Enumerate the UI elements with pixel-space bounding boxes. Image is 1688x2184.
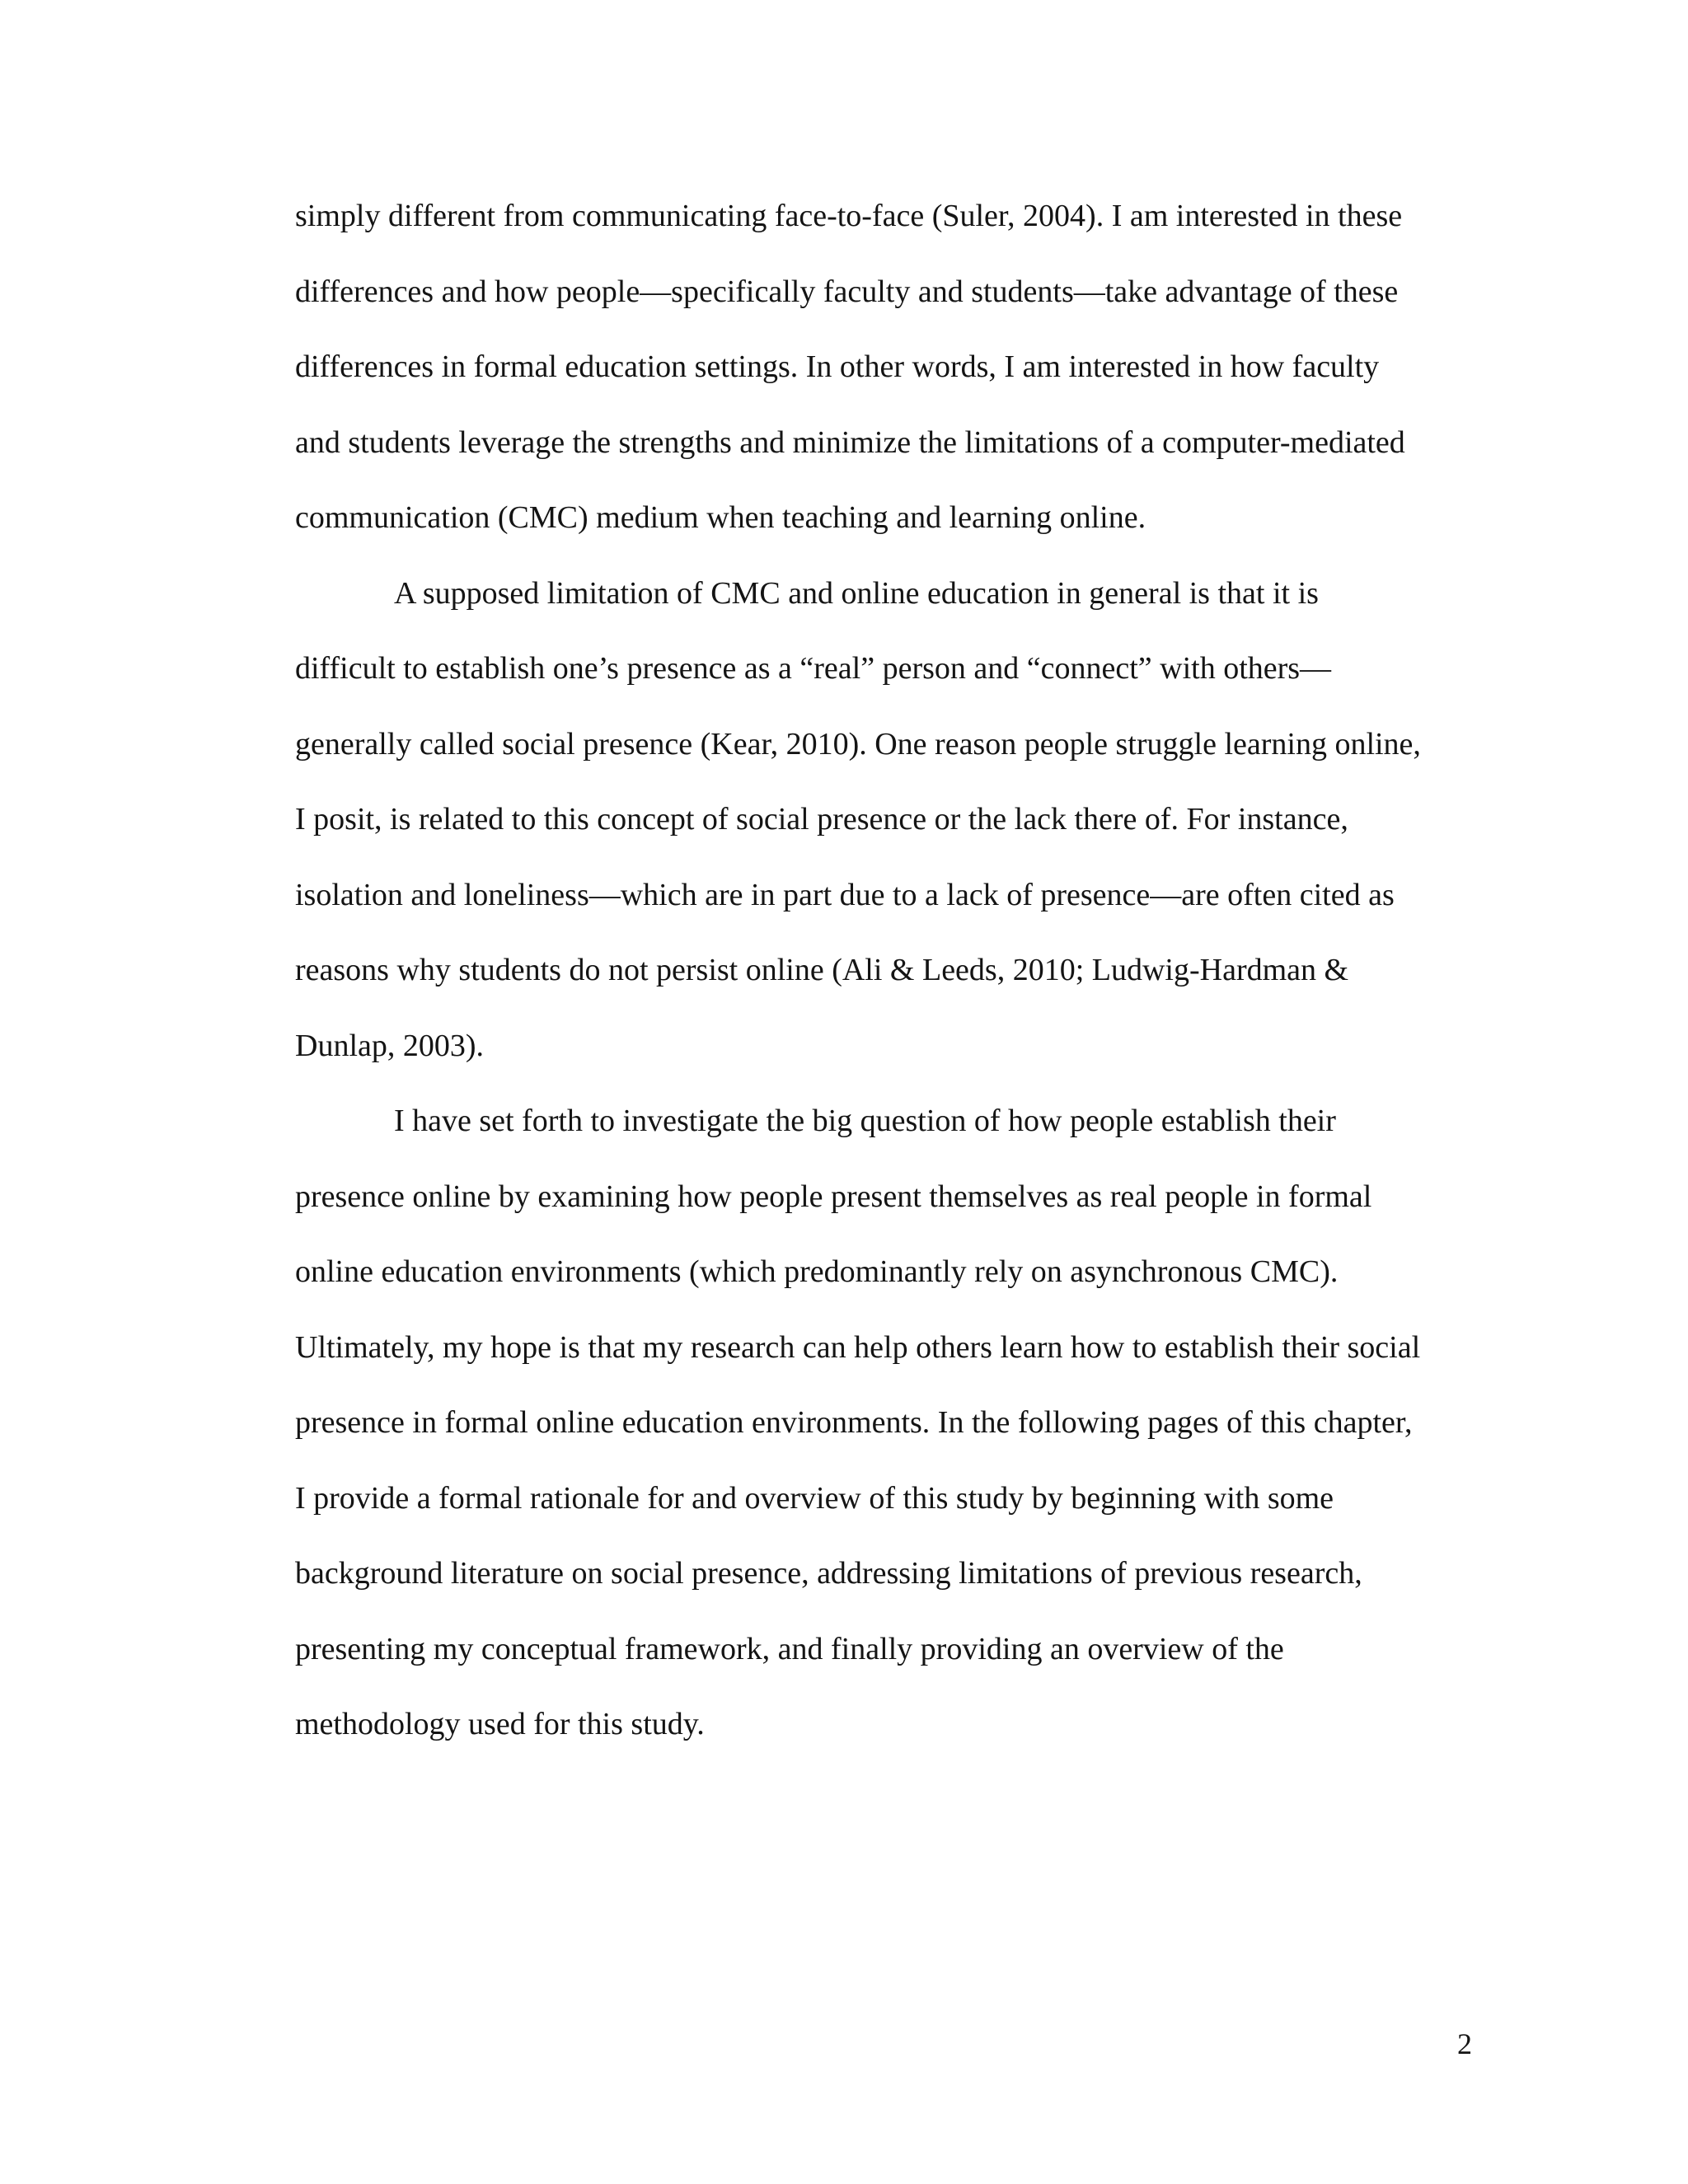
text-line: communication (CMC) medium when teaching and learning online. <box>295 500 1146 535</box>
text-line: differences in formal education settings. In other words, I am interested in how faculty <box>295 349 1380 384</box>
text-line: presenting my conceptual framework, and finally providing an overview of the <box>295 1631 1284 1666</box>
text-line: reasons why students do not persist online (Ali & Leeds, 2010; Ludwig-Hardman & <box>295 953 1349 987</box>
paragraph-2 <box>295 569 1482 1097</box>
text-line: I have set forth to investigate the big question of how people establish their <box>394 1104 1336 1138</box>
text-line: background literature on social presence, addressing limitations of previous research, <box>295 1556 1362 1591</box>
text-line: difficult to establish one’s presence as a “real” person and “connect” with others— <box>295 651 1332 686</box>
text-line: I provide a formal rationale for and overview of this study by beginning with some <box>295 1480 1334 1516</box>
text-line: online education environments (which predominantly rely on asynchronous CMC). <box>295 1254 1339 1289</box>
text-line: Dunlap, 2003). <box>295 1028 485 1063</box>
paragraph-1 <box>295 191 1482 569</box>
paragraph-3 <box>295 1096 1482 1775</box>
text-line: I posit, is related to this concept of social presence or the lack there of. For instance, <box>295 802 1348 837</box>
text-line: isolation and loneliness—which are in part due to a lack of presence—are often cited as <box>295 877 1395 912</box>
text-line: generally called social presence (Kear, 2010). One reason people struggle learning online, <box>295 726 1421 762</box>
page-number: 2 <box>1457 2027 1472 2060</box>
text-line: presence in formal online education environments. In the following pages of this chapter, <box>295 1405 1413 1440</box>
text-line: simply different from communicating face-to-face (Suler, 2004). I am interested in these <box>295 199 1403 233</box>
text-line: methodology used for this study. <box>295 1707 705 1741</box>
body-text <box>295 191 1482 1775</box>
text-line: differences and how people—specifically faculty and students—take advantage of these <box>295 274 1399 309</box>
text-line: presence online by examining how people present themselves as real people in formal <box>295 1179 1372 1214</box>
text-line: and students leverage the strengths and minimize the limitations of a computer-mediated <box>295 424 1405 460</box>
text-line: Ultimately, my hope is that my research can help others learn how to establish their social <box>295 1329 1421 1365</box>
text-line: A supposed limitation of CMC and online education in general is that it is <box>394 575 1319 611</box>
